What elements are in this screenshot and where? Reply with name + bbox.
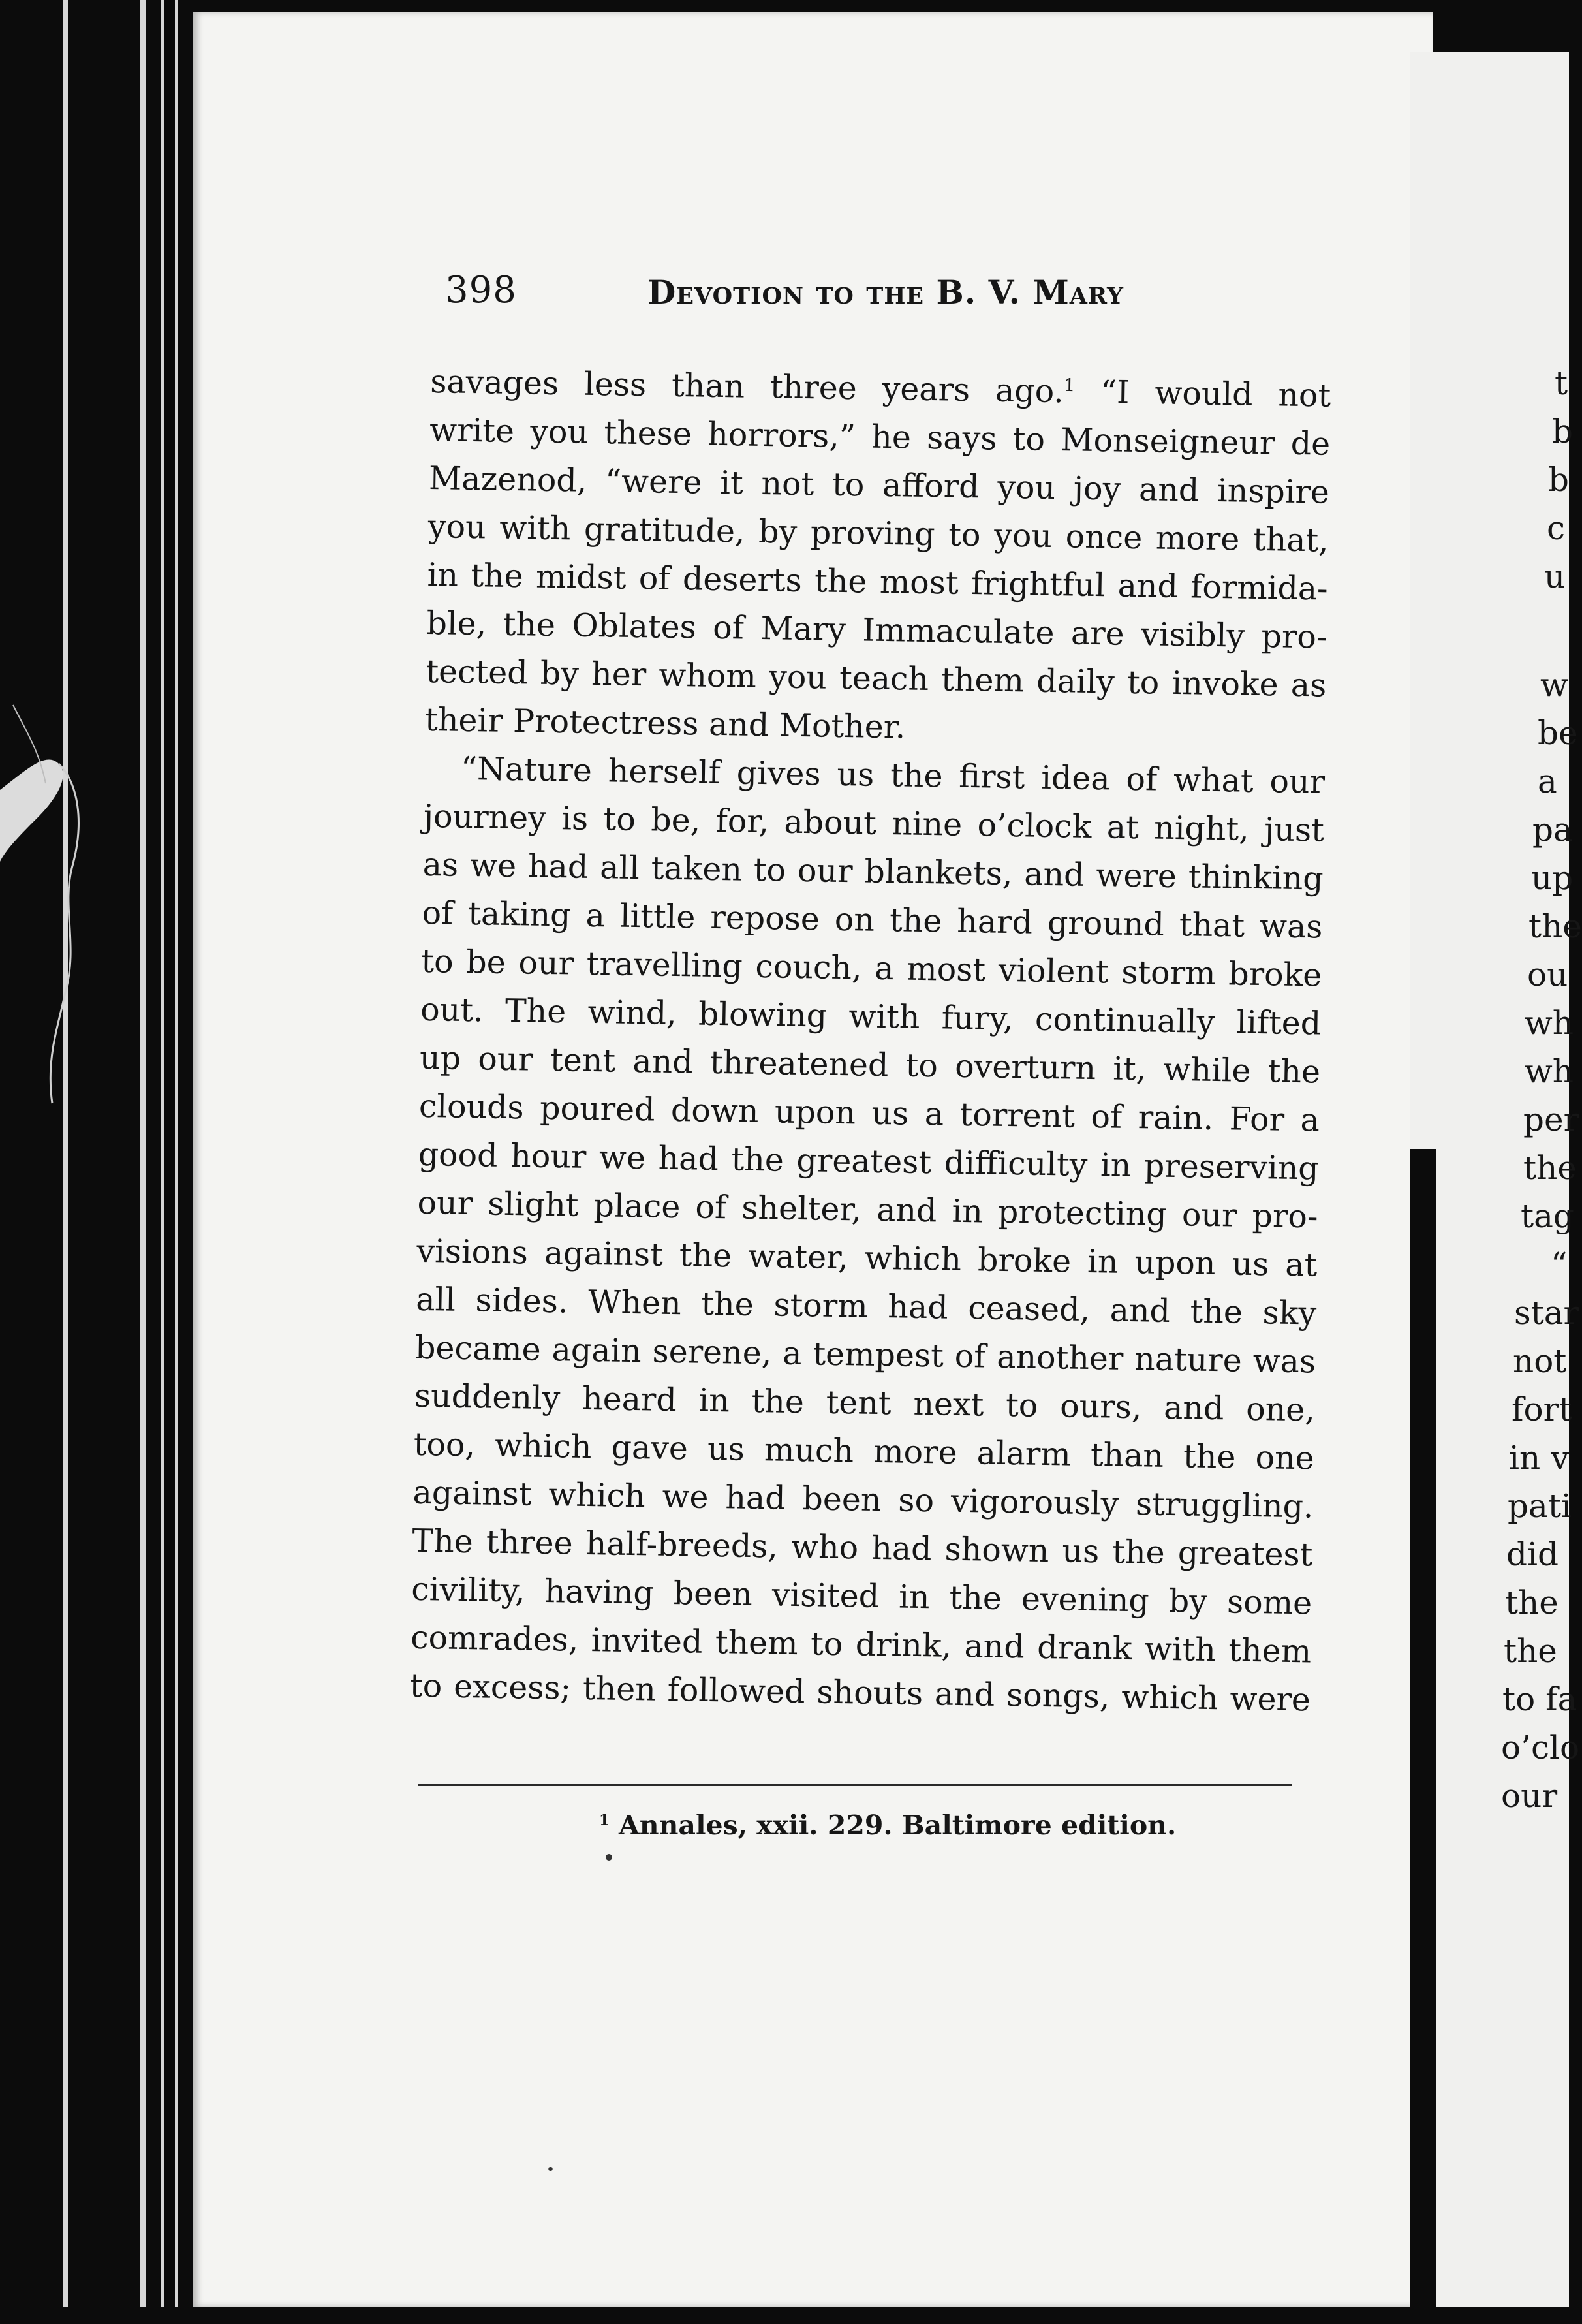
text-line: all sides. When the storm had ceased, and the sky — [415, 1280, 1317, 1332]
facing-line: pa — [1532, 811, 1573, 849]
facing-line: up — [1531, 859, 1574, 897]
text-line: out. The wind, blowing with fury, continually lifted — [420, 990, 1322, 1043]
facing-line: b — [1552, 413, 1574, 450]
facing-line: the — [1504, 1632, 1557, 1670]
footnote-reference: 1 — [1063, 375, 1076, 396]
facing-line: our — [1501, 1777, 1558, 1815]
facing-line: wh — [1525, 1052, 1574, 1090]
facing-line: star — [1514, 1294, 1579, 1332]
binding-edge-stripe — [161, 0, 164, 2307]
text-line: journey is to be, for, about nine o’clock at night, just — [423, 797, 1325, 849]
text-line: “Nature herself gives us the first idea of what our — [460, 749, 1326, 801]
facing-line: not — [1513, 1342, 1567, 1380]
ink-speck — [548, 2167, 553, 2171]
text-line: good hour we had the greatest difficulty in preserving — [418, 1135, 1320, 1187]
facing-line: wh — [1525, 1004, 1574, 1042]
facing-line: w — [1540, 666, 1568, 704]
text-line: as we had all taken to our blankets, and were thinking — [422, 845, 1324, 898]
facing-line: be — [1538, 714, 1578, 752]
facing-line: the — [1523, 1149, 1577, 1187]
page-number: 398 — [445, 269, 517, 311]
facing-line: a — [1538, 762, 1557, 800]
footnote-text: Annales, xxii. 229. Baltimore edition. — [609, 1810, 1177, 1841]
text-line: up our tent and threatened to overturn it, while the — [419, 1039, 1321, 1091]
facing-line: in v — [1509, 1439, 1570, 1477]
footnote-rule — [418, 1784, 1292, 1786]
facing-line: u — [1544, 557, 1566, 595]
running-head — [445, 269, 1333, 321]
facing-line: the — [1528, 907, 1582, 945]
facing-line: fort — [1512, 1390, 1572, 1428]
text-line: ble, the Oblates of Mary Immaculate are visibly pro- — [426, 604, 1327, 656]
ink-speck — [606, 1854, 612, 1861]
facing-line: t — [1555, 364, 1568, 402]
text-line: too, which gave us much more alarm than the one — [413, 1425, 1315, 1477]
text-line: in the midst of deserts the most frightful and formida- — [427, 556, 1329, 608]
body-text — [409, 358, 1331, 1724]
text-line: you with gratitude, by proving to you once more that, — [427, 507, 1329, 559]
text-line: suddenly heard in the tent next to ours, and one, — [414, 1377, 1316, 1429]
text-line: became again serene, a tempest of another nature was — [414, 1328, 1316, 1381]
text-line: comrades, invited them to drink, and drank with them — [410, 1618, 1312, 1671]
facing-line: per — [1523, 1101, 1579, 1138]
binding-edge-stripe — [140, 0, 146, 2307]
facing-line: tag — [1521, 1197, 1574, 1235]
facing-line: o’clo — [1501, 1729, 1580, 1767]
text-line: to be our travelling couch, a most violent storm broke — [421, 942, 1322, 994]
facing-line: ou — [1527, 956, 1568, 994]
binding-edge-stripe — [63, 0, 68, 2307]
text-line: civility, having been visited in the evening by some — [411, 1570, 1312, 1622]
page-shadow — [1410, 1149, 1436, 2324]
facing-line: to fa — [1502, 1680, 1577, 1718]
running-title: Devotion to the B. V. Mary — [647, 273, 1124, 311]
facing-line: b — [1548, 461, 1570, 499]
facing-line: c — [1547, 509, 1566, 547]
text-line: our slight place of shelter, and in protecting our pro- — [417, 1184, 1318, 1236]
facing-line: did — [1506, 1535, 1559, 1573]
facing-line: pati — [1508, 1487, 1572, 1525]
text-line: Mazenod, “were it not to afford you joy and inspire — [428, 459, 1330, 511]
text-line: visions against the water, which broke in upon us at — [416, 1232, 1318, 1284]
binding-edge-stripe — [175, 0, 178, 2307]
text-line: tected by her whom you teach them daily to invoke as — [426, 652, 1327, 704]
torn-paper-fray — [0, 653, 117, 1110]
footnote-marker: 1 — [599, 1812, 610, 1829]
facing-line: the — [1505, 1584, 1559, 1622]
text-line: write you these horrors,” he says to Monseigneur de — [429, 411, 1331, 463]
text-line: clouds poured down upon us a torrent of rain. For a — [418, 1087, 1320, 1139]
text-line: savages less than three years ago.$^1$ “I would not — [429, 362, 1331, 415]
text-line: their Protectress and Mother. — [424, 700, 906, 746]
facing-line: “ — [1551, 1246, 1568, 1283]
text-line: to excess; then followed shouts and songs, which were — [409, 1667, 1311, 1719]
text-line: of taking a little repose on the hard ground that was — [422, 894, 1323, 946]
text-line: The three half-breeds, who had shown us the greatest — [412, 1522, 1313, 1574]
footnote — [599, 1810, 1176, 1841]
text-line: against which we had been so vigorously struggling. — [412, 1473, 1314, 1526]
